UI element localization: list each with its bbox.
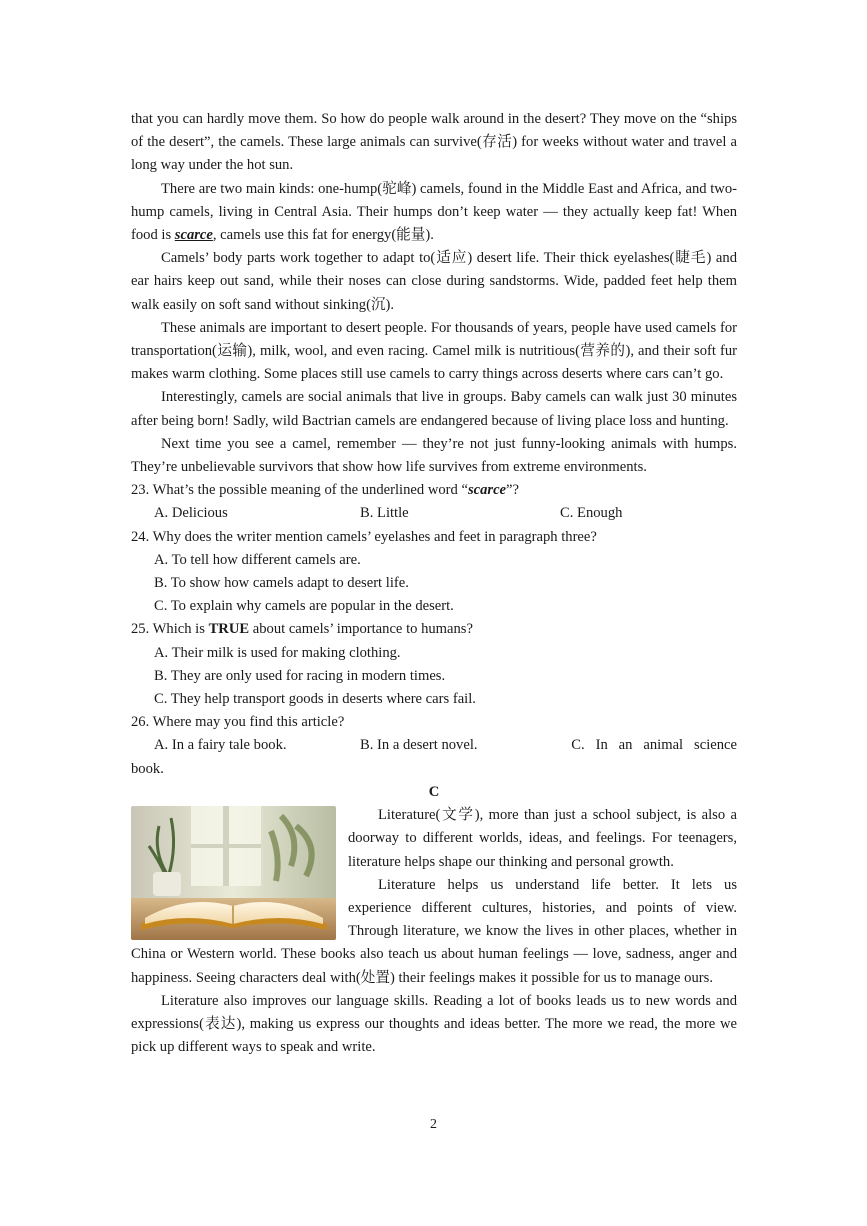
paragraph: Camels’ body parts work together to adapt to(适应) desert life. Their thick eyelashes(睫毛) and ear hairs keep out sand, while their noses can close during sandstorms. Wide, padded feet help them walk easily on soft sand without sinking(沉). <box>131 250 737 313</box>
paragraph: Next time you see a camel, remember — they’re not just funny-looking animals with humps. They’re unbelievable survivors that show how life survives from extreme environments. <box>131 435 737 476</box>
options-23 <box>131 502 737 525</box>
option: C. Enough <box>560 505 623 522</box>
option: C. To explain why camels are popular in the desert. <box>154 598 454 615</box>
paragraph: These animals are important to desert people. For thousands of years, people have used camels for transportation(运输), milk, wool, and even racing. Camel milk is nutritious(营养的), and their soft fur makes warm clothing. Some places still use camels to carry things across deserts where cars can’t go. <box>131 319 737 383</box>
question-23 <box>131 479 737 502</box>
quoted-word: scarce <box>467 482 507 499</box>
text: about camels’ importance to humans? <box>249 621 473 638</box>
text: There are two main kinds: one-hump(驼峰) camels, found in the Middle East and Africa, and two-hump camels, living in Central Asia. Their humps don’t keep water — they actually keep fat! When food is <box>131 180 737 244</box>
paragraph: Literature also improves our language skills. Reading a lot of books leads us to new words and expressions(表达), making us express our thoughts and ideas better. The more we read, the more we pick up different ways to speak and write. <box>131 992 737 1056</box>
paragraph: Literature(文学), more than just a school subject, is also a doorway to different worlds, ideas, and feelings. For teenagers, literature helps shape our thinking and personal growth. <box>348 807 737 870</box>
underlined-word: scarce <box>174 227 213 244</box>
option: A. In a fairy tale book. <box>154 737 287 754</box>
option: B. They are only used for racing in modern times. <box>154 667 446 684</box>
option: A. Delicious <box>154 505 228 522</box>
paragraph: Interestingly, camels are social animals that live in groups. Baby camels can walk just 30 minutes after being born! Sadly, wild Bactrian camels are endangered because of living place loss and hunting. <box>131 389 737 429</box>
option: C. In an animal science <box>571 737 737 754</box>
paragraph <box>131 178 737 248</box>
page-number: 2 <box>430 1117 437 1132</box>
option: C. They help transport goods in deserts where cars fail. <box>154 691 476 708</box>
exam-page <box>131 108 737 1059</box>
option: A. To tell how different camels are. <box>154 551 361 568</box>
question-26: 26. Where may you find this article? <box>131 714 345 731</box>
option: B. To show how camels adapt to desert life. <box>154 575 409 592</box>
text: 25. Which is <box>131 621 209 638</box>
text: , camels use this fat for energy(能量). <box>212 227 434 244</box>
options-26 <box>131 734 737 757</box>
text: 23. What’s the possible meaning of the underlined word “ <box>131 482 468 499</box>
paragraph: Literature helps us understand life better. It lets us experience different cultures, histories, and points of view. Through literature, we know the lives in other places, whether in China or Western world. These books also teach us about human feelings — love, sadness, anger and happiness. Seeing characters deal with(处置) their feelings makes it possible for us to manage ours. <box>131 876 737 986</box>
option: B. In a desert novel. <box>360 737 478 754</box>
question-24: 24. Why does the writer mention camels’ eyelashes and feet in paragraph three? <box>131 528 597 545</box>
book-photo <box>131 806 336 940</box>
option-continuation: book. <box>131 760 164 777</box>
question-25 <box>131 618 737 641</box>
section-heading: C <box>428 783 440 800</box>
option: A. Their milk is used for making clothing. <box>154 644 401 661</box>
option: B. Little <box>360 505 409 522</box>
text: ”? <box>506 482 519 499</box>
paragraph: that you can hardly move them. So how do people walk around in the desert? They move on the “ships of the desert”, the camels. These large animals can survive(存活) for weeks without water and travel a long way under the hot sun. <box>131 111 737 174</box>
bold-word: TRUE <box>208 621 250 638</box>
